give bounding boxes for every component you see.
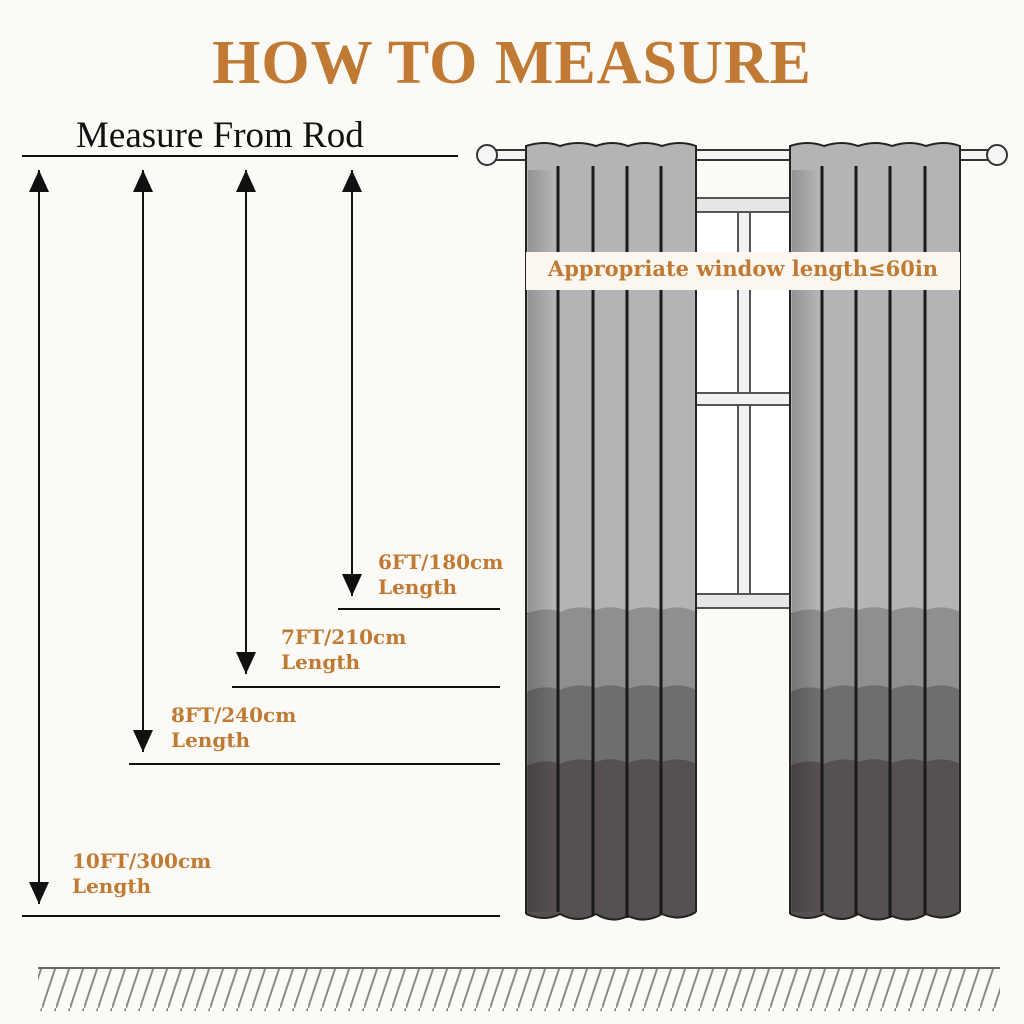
length-label-6ft: [378, 550, 503, 600]
length-arrow-10ft: [22, 170, 500, 916]
length-word: Length: [281, 650, 361, 674]
floor: [38, 968, 1000, 1011]
length-size: 6FT/180cm: [378, 550, 504, 574]
length-word: Length: [72, 874, 152, 898]
page-title: HOW TO MEASURE: [212, 29, 812, 97]
window-note: Appropriate window length≤60in: [547, 256, 939, 281]
measure-from-rod-label: Measure From Rod: [76, 115, 364, 156]
rod-finial-right: [987, 145, 1007, 165]
length-word: Length: [378, 575, 458, 599]
length-arrow-6ft: [338, 170, 500, 609]
rod-finial-left: [477, 145, 497, 165]
length-word: Length: [171, 728, 251, 752]
length-size: 10FT/300cm: [72, 849, 212, 873]
length-label-8ft: [171, 703, 296, 753]
length-size: 8FT/240cm: [171, 703, 297, 727]
length-label-7ft: [281, 625, 406, 675]
length-size: 7FT/210cm: [281, 625, 407, 649]
length-label-10ft: [72, 849, 211, 899]
